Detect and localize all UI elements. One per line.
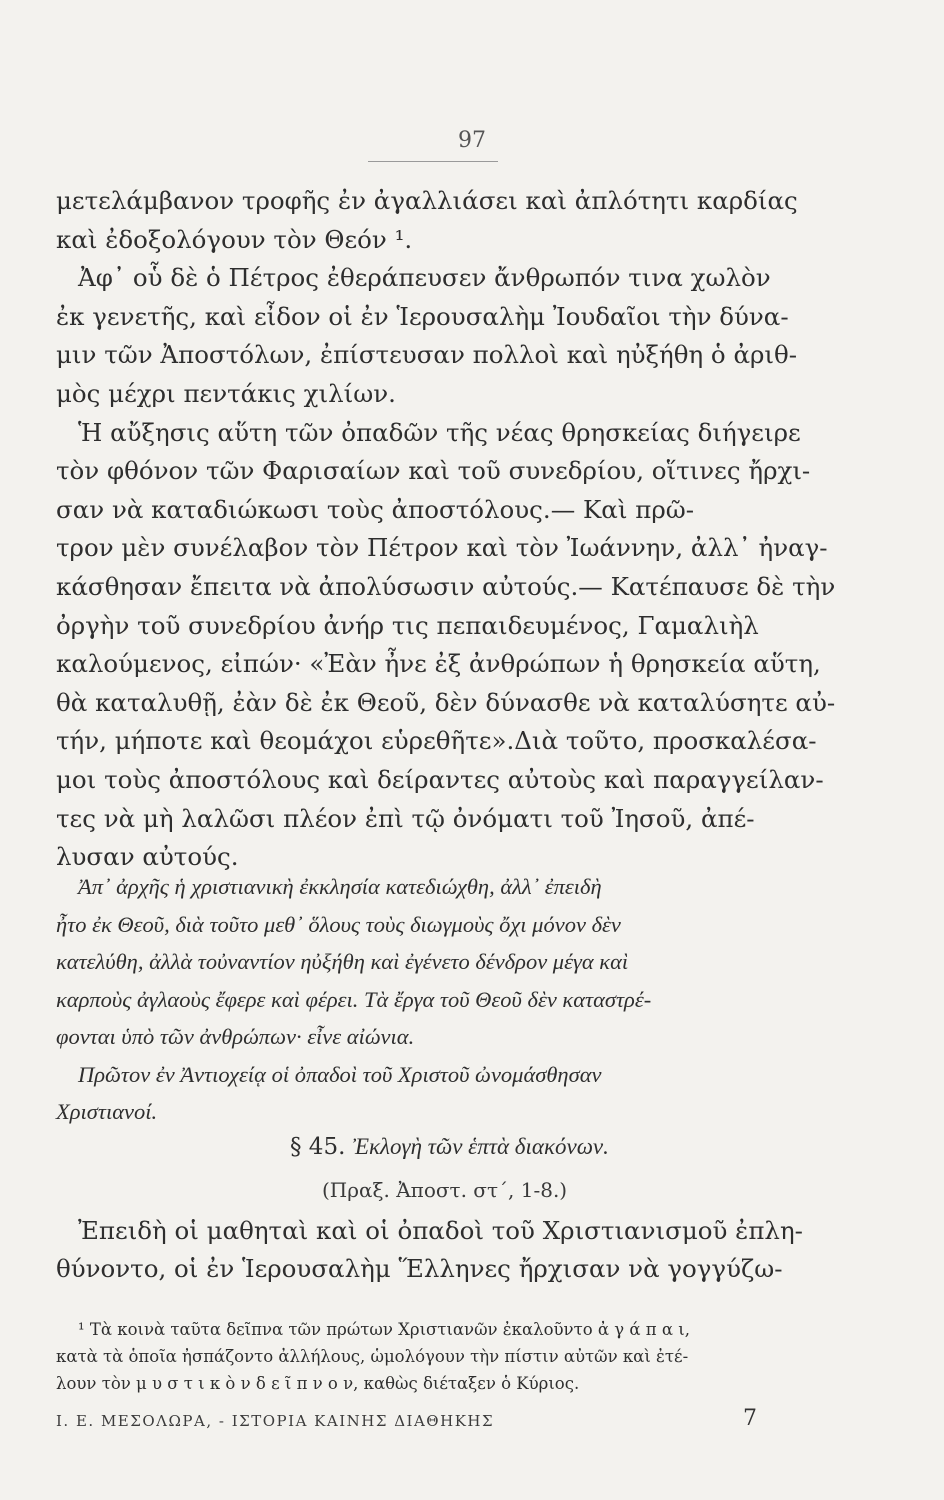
text-line: καλούμενος, εἰπών· «Ἐὰν ἦνε ἐξ ἀνθρώπων ἡ θρησκεία αὕτη, bbox=[56, 649, 821, 679]
footnote-line: ¹ Τὰ κοινὰ ταῦτα δεῖπνα τῶν πρώτων Χριστιανῶν ἐκαλοῦντο ἀ γ ά π α ι, bbox=[78, 1320, 690, 1339]
italic-line: Πρῶτον ἐν Ἀντιοχείᾳ οἱ ὀπαδοὶ τοῦ Χριστοῦ ὠνομάσθησαν bbox=[78, 1061, 602, 1087]
page-footer bbox=[56, 1408, 831, 1438]
italic-line: ἦτο ἐκ Θεοῦ, διὰ τοῦτο μεθ᾽ ὅλους τοὺς διωγμοὺς ὄχι μόνον δὲν bbox=[56, 911, 621, 937]
header-rule bbox=[368, 161, 498, 162]
main-paragraphs bbox=[56, 182, 836, 877]
text-line: Ἐπειδὴ οἱ μαθηταὶ καὶ οἱ ὀπαδοὶ τοῦ Χριστιανισμοῦ ἐπλη- bbox=[78, 1216, 803, 1245]
footnote-line: κατὰ τὰ ὁποῖα ἠσπάζοντο ἀλλήλους, ὡμολόγουν τὴν πίστιν αὐτῶν καὶ ἐτέ- bbox=[56, 1347, 689, 1366]
text-line: τὸν φθόνον τῶν Φαρισαίων καὶ τοῦ συνεδρίου, οἵτινες ἤρχι- bbox=[56, 456, 811, 486]
text-line: καὶ ἐδοξολόγουν τὸν Θεόν ¹. bbox=[56, 224, 413, 254]
text-line: τήν, μήποτε καὶ θεομάχοι εὑρεθῆτε».Διὰ τοῦτο, προσκαλέσα- bbox=[56, 726, 817, 756]
text-line: σαν νὰ καταδιώκωσι τοὺς ἀποστόλους.— Καὶ πρῶ- bbox=[56, 494, 694, 524]
signature-mark: 7 bbox=[743, 1406, 757, 1431]
italic-line: φονται ὑπὸ τῶν ἀνθρώπων· εἶνε αἰώνια. bbox=[56, 1024, 415, 1049]
footnote bbox=[56, 1316, 831, 1397]
text-line: θὰ καταλυθῇ, ἐὰν δὲ ἐκ Θεοῦ, δὲν δύνασθε νὰ καταλύσητε αὐ- bbox=[56, 687, 836, 717]
text-line: Ἡ αὔξησις αὕτη τῶν ὀπαδῶν τῆς νέας θρησκείας διήγειρε bbox=[78, 417, 801, 447]
section-heading bbox=[290, 1134, 609, 1160]
footnote-line: λουν τὸν μ υ σ τ ι κ ὸ ν δ ε ῖ π ν ο ν, καθὼς διέταξεν ὁ Κύριος. bbox=[56, 1374, 580, 1393]
running-title: Ι. Ε. ΜΕΣΟΛΩΡΑ, - ΙΣΤΟΡΙΑ ΚΑΙΝΗΣ ΔΙΑΘΗΚΗΣ bbox=[56, 1412, 495, 1430]
text-line: τες νὰ μὴ λαλῶσι πλέον ἐπὶ τῷ ὀνόματι τοῦ Ἰησοῦ, ἀπέ- bbox=[56, 803, 755, 833]
page-number: 97 bbox=[458, 128, 486, 153]
text-line: ὀργὴν τοῦ συνεδρίου ἀνήρ τις πεπαιδευμένος, Γαμαλιὴλ bbox=[56, 610, 759, 640]
italic-line: Χριστιανοί. bbox=[56, 1099, 158, 1124]
italic-line: κατελύθη, ἀλλὰ τοὐναντίον ηὐξήθη καὶ ἐγένετο δένδρον μέγα καὶ bbox=[56, 949, 629, 974]
text-line: θύνοντο, οἱ ἐν Ἱερουσαλὴμ Ἕλληνες ἤρχισαν νὰ γογγύζω- bbox=[56, 1254, 783, 1283]
text-line: τρον μὲν συνέλαβον τὸν Πέτρον καὶ τὸν Ἰωάννην, ἀλλ᾽ ἠναγ- bbox=[56, 533, 828, 563]
text-line: μετελάμβανον τροφῆς ἐν ἀγαλλιάσει καὶ ἀπλότητι καρδίας bbox=[56, 186, 798, 215]
section-reference: (Πραξ. Ἀποστ. στ´, 1-8.) bbox=[322, 1178, 568, 1202]
italic-line: καρποὺς ἀγλαοὺς ἔφερε καὶ φέρει. Τὰ ἔργα τοῦ Θεοῦ δὲν καταστρέ- bbox=[56, 986, 652, 1012]
text-line: Ἀφ᾽ οὗ δὲ ὁ Πέτρος ἐθεράπευσεν ἄνθρωπόν τινα χωλὸν bbox=[78, 263, 771, 293]
section-paragraph bbox=[56, 1212, 831, 1288]
text-line: λυσαν αὐτούς. bbox=[56, 842, 239, 872]
italic-line: Ἀπ᾽ ἀρχῆς ἡ χριστιανικὴ ἐκκλησία κατεδιώχθη, ἀλλ᾽ ἐπειδὴ bbox=[78, 874, 602, 899]
text-line: κάσθησαν ἔπειτα νὰ ἀπολύσωσιν αὐτούς.— Κατέπαυσε δὲ τὴν bbox=[56, 571, 836, 601]
italic-summary bbox=[56, 868, 831, 1131]
section-number: § 45. bbox=[290, 1134, 346, 1160]
text-line: μὸς μέχρι πεντάκις χιλίων. bbox=[56, 378, 396, 408]
text-line: μοι τοὺς ἀποστόλους καὶ δείραντες αὐτοὺς καὶ παραγγείλαν- bbox=[56, 764, 824, 794]
text-line: μιν τῶν Ἀποστόλων, ἐπίστευσαν πολλοὶ καὶ ηὐξήθη ὁ ἀριθ- bbox=[56, 340, 798, 370]
text-line: ἐκ γενετῆς, καὶ εἶδον οἱ ἐν Ἱερουσαλὴμ Ἰουδαῖοι τὴν δύνα- bbox=[56, 301, 789, 331]
section-title: Ἐκλογὴ τῶν ἑπτὰ διακόνων. bbox=[352, 1134, 609, 1159]
